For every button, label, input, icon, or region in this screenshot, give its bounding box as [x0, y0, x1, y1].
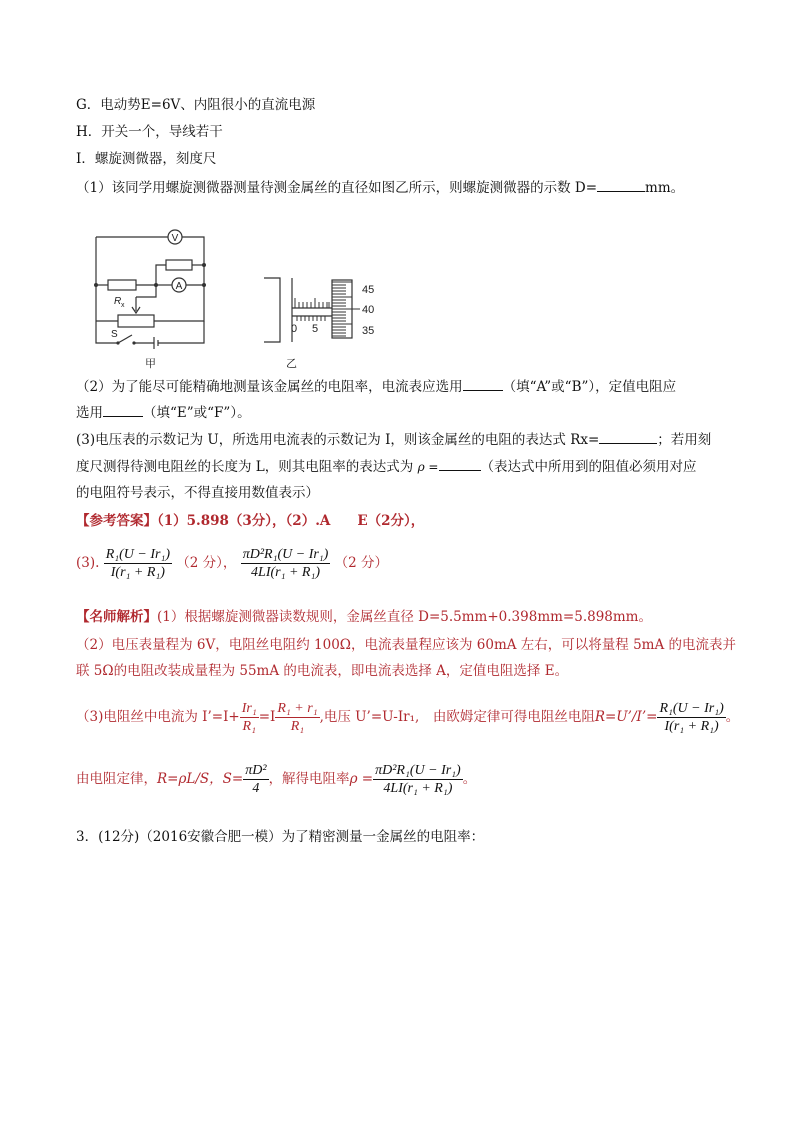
item-i: I．螺旋测微器，刻度尺 [76, 151, 217, 167]
reference-answer-formulas: (3). $\frac{\text{R₁(U − Ir₁)}}{\text{I(r₁ + R₁)}}$ （2 分）， $\frac{\text{πD²R₁(U − Ir₁)}}{\text{4LI(r₁ + R₁)}}$ （2 分） [76, 547, 389, 580]
figure-label-jia: 甲 [145, 358, 156, 370]
svg-text:V: V [171, 233, 179, 244]
analysis-frac-area: $\frac{\text{πD²}}{4}$ [245, 763, 267, 796]
switch-label: S [111, 329, 118, 340]
analysis-p4: 由电阻定律，R=ρL/S，S= $\frac{\text{πD²}}{4}$ ，解得电阻率ρ = $\frac{\text{πD²R₁(U − Ir₁)}}{\text{4LI(r₁ + R₁)}}$ 。 [76, 763, 477, 796]
question-3-line-3: 的电阻符号表示，不得直接用数值表示） [76, 485, 319, 501]
answer-blank [463, 377, 503, 391]
rx-label: R [114, 296, 122, 307]
answer-blank [599, 430, 657, 444]
answer-blank [103, 403, 143, 417]
thimble-scale-ticks [332, 282, 360, 336]
answer-blank [439, 457, 481, 471]
answer-formula-rho: $\frac{\text{πD²R₁(U − Ir₁)}}{\text{4LI(r₁ + R₁)}}$ [242, 547, 329, 580]
circuit-diagram [78, 225, 218, 370]
voltmeter-symbol [168, 230, 182, 244]
question-3-header: 3．(12分)（2016安徽合肥一模）为了精密测量一金属丝的电阻率： [76, 829, 485, 845]
item-g: G．电动势E=6V、内阻很小的直流电源 [76, 97, 316, 113]
analysis-p1: 【名师解析】(1）根据螺旋测微器读数规则，金属丝直径 D=5.5mm+0.398mm=5.898mm。 [76, 609, 652, 625]
rx-subscript: x [121, 302, 125, 309]
answer-blank [597, 178, 645, 192]
question-3-line-1: (3)电压表的示数记为 U，所选用电流表的示数记为 I，则该金属丝的电阻的表达式 Rx= ；若用刻 [76, 432, 712, 448]
question-2-line-2: 选用 （填“E”或“F”）。 [76, 405, 251, 421]
svg-text:A: A [175, 281, 183, 292]
ammeter-symbol [172, 278, 186, 292]
thimble-tick-45: 45 [362, 284, 375, 296]
question-1: （1）该同学用螺旋测微器测量待测金属丝的直径如图乙所示，则螺旋测微器的示数 D= mm。 [76, 180, 685, 196]
figure-label-yi: 乙 [286, 358, 297, 370]
thimble-tick-35: 35 [362, 325, 375, 337]
answer-formula-rx: $\frac{\text{R₁(U − Ir₁)}}{\text{I(r₁ + R₁)}}$ [105, 547, 170, 580]
analysis-p2-line-2: 联 5Ω的电阻改装成量程为 55mA 的电流表，即电流表选择 A，定值电阻选择 E。 [76, 663, 569, 679]
thimble-tick-40: 40 [362, 304, 375, 316]
analysis-p2-line-1: （2）电压表量程为 6V，电阻丝电阻约 100Ω，电流表量程应该为 60mA 左右，可以将量程 5mA 的电流表并 [76, 637, 737, 653]
analysis-p3: （3)电阻丝中电流为 I’=I+ $\frac{\text{Ir₁}}{\text{R₁}}$ =I $\frac{\text{R₁ + r₁}}{\text{R₁}}$ ,电压 U’=U-Ir₁, 由欧姆定律可得电阻丝电阻R=U’/I’= $\frac{\text{R₁(U − Ir₁)}}{\text{I(r₁ + R₁)}}$ 。 [76, 701, 740, 734]
analysis-frac-rho: $\frac{\text{πD²R₁(U − Ir₁)}}{\text{4LI(r₁ + R₁)}}$ [375, 763, 461, 796]
analysis-frac-ratio: $\frac{\text{R₁ + r₁}}{\text{R₁}}$ [277, 701, 318, 734]
main-scale-ticks [295, 298, 329, 321]
main-scale-0: 0 [291, 323, 298, 335]
micrometer-diagram [260, 250, 390, 372]
main-scale-5: 5 [312, 323, 319, 335]
analysis-frac-r: $\frac{\text{R₁(U − Ir₁)}}{\text{I(r₁ + R₁)}}$ [659, 701, 724, 734]
reference-answer: 【参考答案】（1）5.898（3分），（2）.A E（2分）， [76, 513, 425, 529]
question-2-line-1: （2）为了能尽可能精确地测量该金属丝的电阻率，电流表应选用 （填“A”或“B”），定值电阻应 [76, 379, 677, 395]
analysis-frac-current: $\frac{\text{Ir₁}}{\text{R₁}}$ [241, 701, 257, 734]
item-h: H．开关一个，导线若干 [76, 124, 223, 140]
question-3-line-2: 度尺测得待测电阻丝的长度为 L，则其电阻率的表达式为 ρ = （表达式中所用到的阻值必须用对应 [76, 459, 697, 475]
